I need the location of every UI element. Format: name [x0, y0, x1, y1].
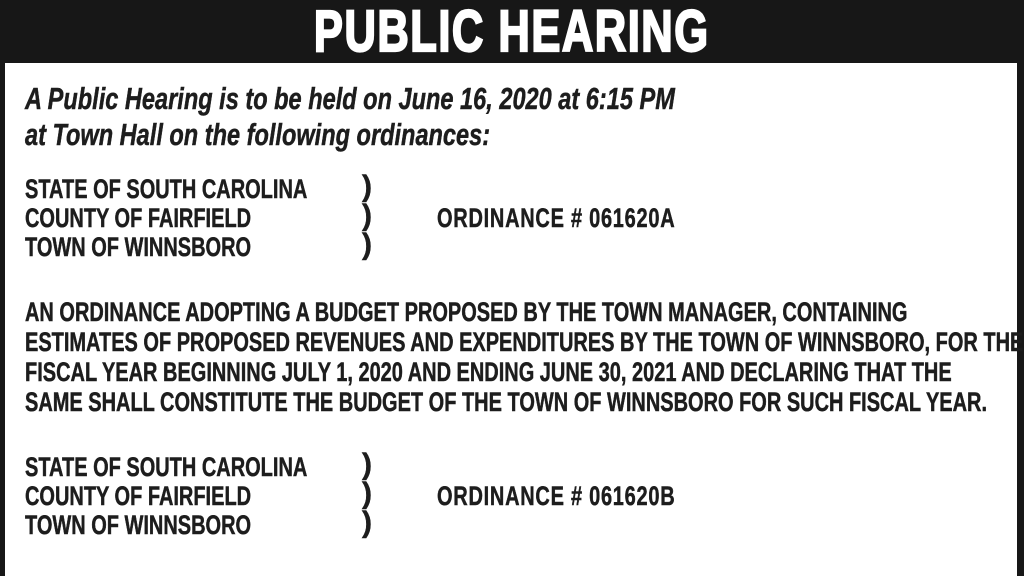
bracket-glyph: ): [362, 506, 372, 539]
paragraph-line: ESTIMATES OF PROPOSED REVENUES AND EXPENDITURES BY THE TOWN OF WINNSBORO, FOR THE: [25, 327, 1024, 357]
ordinance-paragraph: [25, 297, 1024, 417]
bracket-glyph: ): [362, 228, 372, 261]
bracket-glyph: ): [362, 448, 372, 481]
hearing-intro: [25, 81, 880, 153]
caption-row-county: COUNTY OF FAIRFIELD ): [25, 477, 372, 511]
paragraph-line: AN ORDINANCE ADOPTING A BUDGET PROPOSED BY THE TOWN MANAGER, CONTAINING: [25, 297, 908, 327]
caption-row-state: STATE OF SOUTH CAROLINA ): [25, 448, 372, 482]
ordinance-number-b: ORDINANCE # 061620B: [437, 481, 676, 511]
ad-border-left: [0, 63, 5, 576]
intro-line-1: A Public Hearing is to be held on June 16, 2020 at 6:15 PM: [25, 81, 675, 116]
bracket-glyph: ): [362, 170, 372, 203]
legal-caption-block-a: [25, 170, 676, 262]
caption-row-town: TOWN OF WINNSBORO ): [25, 506, 372, 540]
bracket-glyph: ): [362, 199, 372, 232]
caption-row-county: COUNTY OF FAIRFIELD ): [25, 199, 372, 233]
paragraph-line: SAME SHALL CONSTITUTE THE BUDGET OF THE TOWN OF WINNSBORO FOR SUCH FISCAL YEAR.: [25, 387, 988, 417]
ordinance-number-a: ORDINANCE # 061620A: [437, 203, 676, 233]
banner-title: PUBLIC HEARING: [314, 0, 710, 64]
legal-caption-block-b: [25, 448, 676, 540]
paragraph-line: FISCAL YEAR BEGINNING JULY 1, 2020 AND ENDING JUNE 30, 2021 AND DECLARING THAT THE: [25, 357, 952, 387]
intro-line-2: at Town Hall on the following ordinances:: [25, 117, 491, 152]
notice-banner: [0, 0, 1024, 63]
caption-row-state: STATE OF SOUTH CAROLINA ): [25, 170, 372, 204]
bracket-glyph: ): [362, 477, 372, 510]
caption-row-town: TOWN OF WINNSBORO ): [25, 228, 372, 262]
